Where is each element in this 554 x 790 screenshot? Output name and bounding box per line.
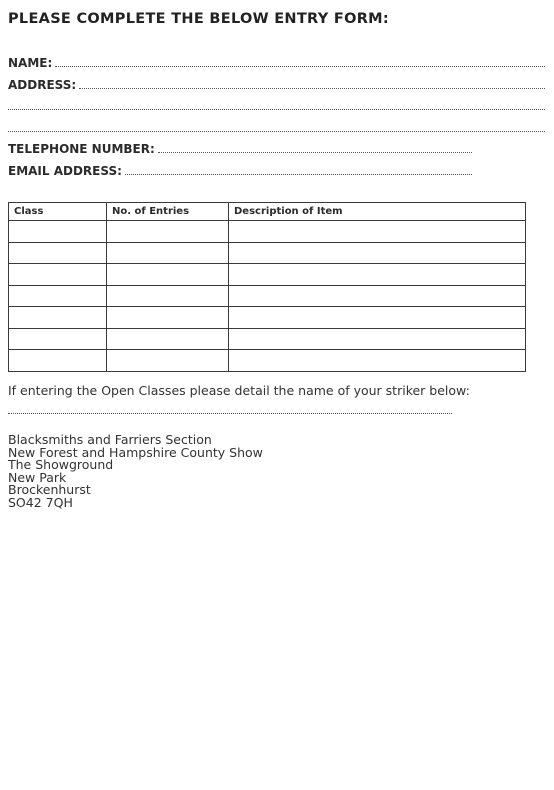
name-label: NAME: — [8, 56, 53, 70]
description-cell[interactable] — [229, 221, 526, 243]
table-row — [9, 264, 526, 286]
name-dotted-line[interactable] — [55, 56, 545, 67]
description-cell[interactable] — [229, 307, 526, 329]
address-dotted-line-2[interactable] — [8, 108, 545, 110]
description-cell[interactable] — [229, 350, 526, 372]
return-address — [8, 434, 263, 510]
address-line: SO42 7QH — [8, 494, 73, 510]
striker-note: If entering the Open Classes please detail the name of your striker below: — [8, 383, 470, 398]
class-column-header: Class — [9, 203, 107, 221]
address-line: New Park — [8, 469, 67, 485]
entries-column-header: No. of Entries — [107, 203, 229, 221]
class-cell[interactable] — [9, 264, 107, 286]
entries-cell[interactable] — [107, 285, 229, 307]
entries-cell[interactable] — [107, 242, 229, 264]
entry-table-header-row — [9, 203, 526, 221]
address-line: Blacksmiths and Farriers Section — [8, 432, 212, 447]
entries-cell[interactable] — [107, 264, 229, 286]
entries-cell[interactable] — [107, 221, 229, 243]
class-cell[interactable] — [9, 307, 107, 329]
class-cell[interactable] — [9, 350, 107, 372]
telephone-label: TELEPHONE NUMBER: — [8, 142, 155, 156]
table-row — [9, 328, 526, 350]
class-cell[interactable] — [9, 328, 107, 350]
class-cell[interactable] — [9, 242, 107, 264]
table-row — [9, 350, 526, 372]
entries-cell[interactable] — [107, 328, 229, 350]
address-label: ADDRESS: — [8, 78, 77, 92]
address-line: New Forest and Hampshire County Show — [8, 444, 263, 460]
description-cell[interactable] — [229, 264, 526, 286]
address-dotted-line[interactable] — [79, 78, 545, 89]
address-dotted-line-3[interactable] — [8, 130, 545, 132]
entries-cell[interactable] — [107, 307, 229, 329]
description-column-header: Description of Item — [229, 203, 526, 221]
table-row — [9, 242, 526, 264]
telephone-field[interactable] — [8, 142, 472, 158]
table-row — [9, 307, 526, 329]
class-cell[interactable] — [9, 285, 107, 307]
description-cell[interactable] — [229, 285, 526, 307]
email-dotted-line[interactable] — [125, 164, 472, 175]
description-cell[interactable] — [229, 328, 526, 350]
name-field[interactable] — [8, 56, 545, 72]
table-row — [9, 221, 526, 243]
address-field[interactable] — [8, 78, 545, 94]
description-cell[interactable] — [229, 242, 526, 264]
form-heading: PLEASE COMPLETE THE BELOW ENTRY FORM: — [8, 11, 390, 27]
entry-table — [8, 202, 526, 372]
email-field[interactable] — [8, 164, 472, 180]
table-row — [9, 285, 526, 307]
striker-dotted-line[interactable] — [8, 412, 452, 414]
class-cell[interactable] — [9, 221, 107, 243]
email-label: EMAIL ADDRESS: — [8, 164, 122, 178]
entries-cell[interactable] — [107, 350, 229, 372]
address-line: Brockenhurst — [8, 482, 91, 498]
telephone-dotted-line[interactable] — [158, 142, 472, 153]
address-line: The Showground — [8, 457, 114, 473]
